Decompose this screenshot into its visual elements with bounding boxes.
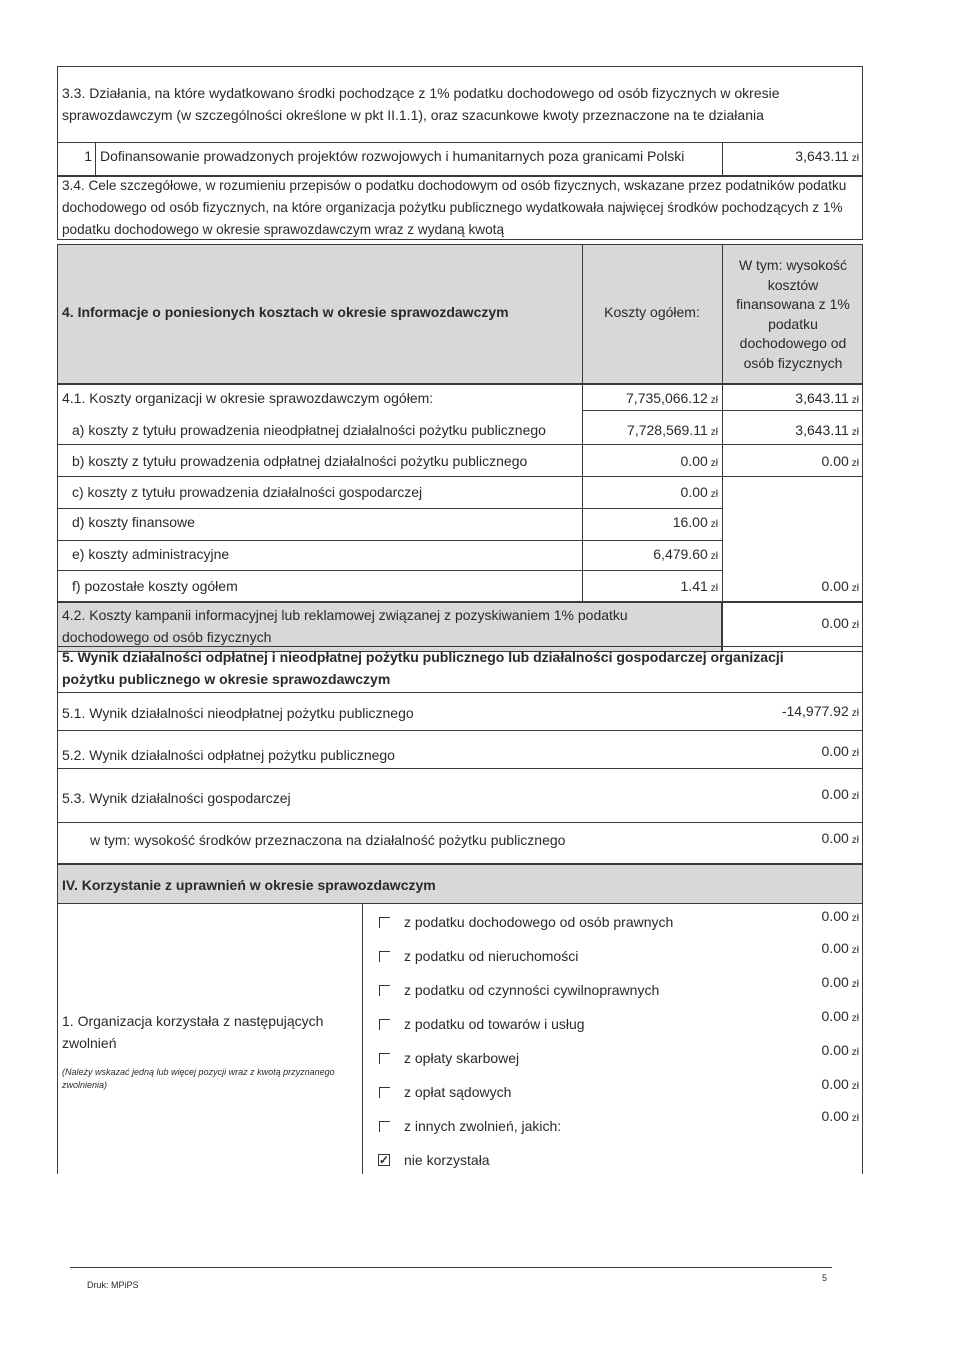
option-label: z podatku od czynności cywilnoprawnych [404,982,660,998]
row-total: 6,479.60 zł [653,546,718,562]
option-label: nie korzystała [404,1152,490,1168]
option-label: z innych zwolnień, jakich: [404,1118,562,1134]
checkbox[interactable] [379,917,390,928]
divider [57,768,863,769]
checkbox[interactable] [379,1087,390,1098]
row-amount: 0.00 zł [821,786,859,802]
option-label: z opłaty skarbowej [404,1050,520,1066]
divider [57,142,863,143]
divider [57,508,722,509]
footer-line [70,1267,832,1268]
row-1pct: 3,643.11 zł [795,422,859,438]
row-amount: -14,977.92 zł [781,703,859,719]
section-5-title: 5. Wynik działalności odpłatnej i nieodpłatnej pożytku publicznego lub działalności gospodarczej organizacji pożytku publicznego w okresie sprawozdawczym [62,649,784,687]
row-label: b) koszty z tytułu prowadzenia odpłatnej działalności pożytku publicznego [72,453,528,469]
checkbox[interactable] [379,1053,390,1064]
divider [95,142,96,176]
section-4-2-amount: 0.00 zł [821,615,859,631]
column-1pct-header: W tym: wysokość kosztów finansowana z 1% podatku dochodowego od osób fizycznych [736,257,850,371]
row-label: 5.1. Wynik działalności nieodpłatnej pożytku publicznego [62,705,414,721]
row-1pct: 3,643.11 zł [795,390,859,406]
row-label: w tym: wysokość środków przeznaczona na działalność pożytku publicznego [90,832,566,848]
option-label: z podatku od nieruchomości [404,948,579,964]
exemptions-note: (Należy wskazać jedną lub więcej pozycji wraz z kwotą przyznanego zwolnienia) [62,1067,335,1090]
row-label: 5.2. Wynik działalności odpłatnej pożytku publicznego [62,747,395,763]
section-iv-title: IV. Korzystanie z uprawnień w okresie sprawozdawczym [62,877,436,893]
page-number: 5 [822,1273,828,1283]
checkbox-checked[interactable]: ✓ [379,1153,390,1167]
row-total: 7,728,569.11 zł [627,422,718,438]
exemptions-question: 1. Organizacja korzystała z następujących zwolnień [62,1013,324,1051]
divider [362,904,363,1174]
row-total: 16.00 zł [672,514,718,530]
footer-print-label: Druk: MPiPS [87,1280,139,1290]
divider [57,476,863,477]
divider [57,822,863,823]
checkbox[interactable] [379,951,390,962]
row-label: Dofinansowanie prowadzonych projektów rozwojowych i humanitarnych poza granicami Polski [100,148,685,164]
row-label: f) pozostałe koszty ogółem [72,578,238,594]
row-number: 1 [84,148,92,164]
divider [57,444,863,445]
row-label: d) koszty finansowe [72,514,195,530]
section-3-3-text: 3.3. Działania, na które wydatkowano środki pochodzące z 1% podatku dochodowego od osób fizycznych w okresie sprawozdawczym (w szczególności określone w pkt II.1.1), oraz szacunkowe kwoty przeznaczone na te działania [62,85,780,123]
row-total: 1.41 zł [680,578,718,594]
checkbox[interactable] [379,1121,390,1132]
row-label: e) koszty administracyjne [72,546,230,562]
row-1pct: 0.00 zł [821,578,859,594]
option-amount: 0.00 zł [821,908,859,924]
row-label: 5.3. Wynik działalności gospodarczej [62,790,291,806]
option-label: z podatku od towarów i usług [404,1016,585,1032]
option-label: z podatku dochodowego od osób prawnych [404,914,674,930]
row-label: a) koszty z tytułu prowadzenia nieodpłatnej działalności pożytku publicznego [72,422,546,438]
checkbox[interactable] [379,1019,390,1030]
section-4-2-label: 4.2. Koszty kampanii informacyjnej lub reklamowej związanej z pozyskiwaniem 1% podatku dochodowego od osób fizycznych [62,607,628,645]
divider [57,692,863,693]
row-total: 0.00 zł [680,453,718,469]
row-amount: 3,643.11 zł [795,148,859,164]
divider [57,730,863,731]
option-label: z opłat sądowych [404,1084,512,1100]
section-3-4-text: 3.4. Cele szczegółowe, w rozumieniu przepisów o podatku dochodowym od osób fizycznych, wskazane przez podatników podatku dochodowego od osób fizycznych, na które organizacja pożytku publicznego wydatkowała najwięcej środków pochodzących z 1% podatku dochodowego w okresie sprawozdawczym wraz z wydaną kwotą [62,178,847,237]
option-amount: 0.00 zł [821,940,859,956]
checkbox[interactable] [379,985,390,996]
row-label: 4.1. Koszty organizacji w okresie sprawozdawczym ogółem: [62,390,434,406]
row-amount: 0.00 zł [821,830,859,846]
row-total: 0.00 zł [680,484,718,500]
row-amount: 0.00 zł [821,743,859,759]
option-amount: 0.00 zł [821,1008,859,1024]
option-amount: 0.00 zł [821,1108,859,1124]
option-amount: 0.00 zł [821,1076,859,1092]
divider [57,570,722,571]
option-amount: 0.00 zł [821,974,859,990]
row-1pct: 0.00 zł [821,453,859,469]
row-label: c) koszty z tytułu prowadzenia działalności gospodarczej [72,484,423,500]
column-total-header: Koszty ogółem: [604,304,700,320]
section-4-title: 4. Informacje o poniesionych kosztach w okresie sprawozdawczym [62,304,509,320]
row-total: 7,735,066.12 zł [626,390,718,406]
divider [57,540,722,541]
divider [722,142,723,176]
option-amount: 0.00 zł [821,1042,859,1058]
